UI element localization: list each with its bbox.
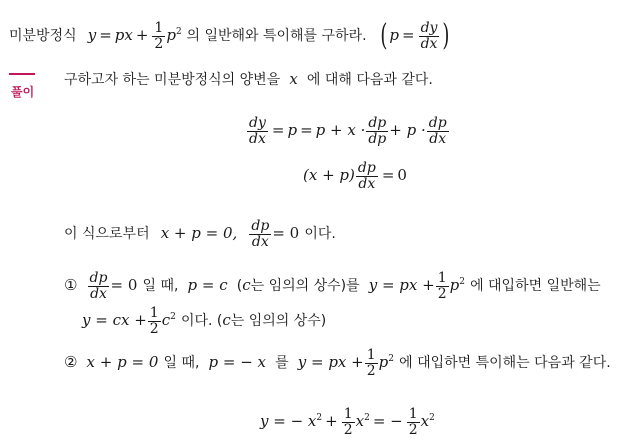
- solution-label: 풀이: [11, 85, 35, 99]
- problem-statement: [9, 12, 452, 52]
- final-equation: y = − $x^2$ + $\frac{1}{2}$ $x^2$ = − $\frac{1}{2}$ $x^2$: [260, 405, 435, 438]
- solution-intro: 구하고자 하는 미분방정식의 양변을 x 에 대해 다음과 같다.: [64, 70, 433, 88]
- problem-equation: y = px + $\frac{1}{2}$ $p^2$: [87, 19, 182, 52]
- problem-condition: ( p = $\frac{dy}{dx}$ ): [380, 18, 450, 53]
- case-2-line: ② x + p = 0 일 때, p = − x 를 y = px + $\frac{1}{2}$ $p^2$ 에 대입하면 특이해는 다음과 같다.: [64, 346, 611, 379]
- solution-label-bar: [9, 73, 35, 75]
- problem-text-after: 의 일반해와 특이해를 구하라.: [186, 28, 367, 44]
- equation-1: $\frac{dy}{dx}$ = p = p + x · $\frac{dp}{dp}$ + p · $\frac{dp}{dx}$: [249, 114, 447, 147]
- derived-statement: 이 식으로부터 x + p = 0, $\frac{dp}{dx}$ = 0 이다.: [64, 217, 336, 250]
- case-2-mark: ②: [64, 353, 78, 371]
- case-1-mark: ①: [64, 276, 78, 294]
- equation-2: (x + p) $\frac{dp}{dx}$ = 0: [303, 159, 407, 192]
- case-1-line-2: y = cx + $\frac{1}{2}$ $c^2$ 이다. (c는 임의의 상수): [82, 304, 327, 337]
- problem-text-before: 미분방정식: [9, 28, 77, 44]
- case-1-line-1: ① $\frac{dp}{dx}$ = 0 일 때, p = c (c는 임의의 상수)를 y = px + $\frac{1}{2}$ $p^2$ 에 대입하면 일반해는: [64, 269, 601, 302]
